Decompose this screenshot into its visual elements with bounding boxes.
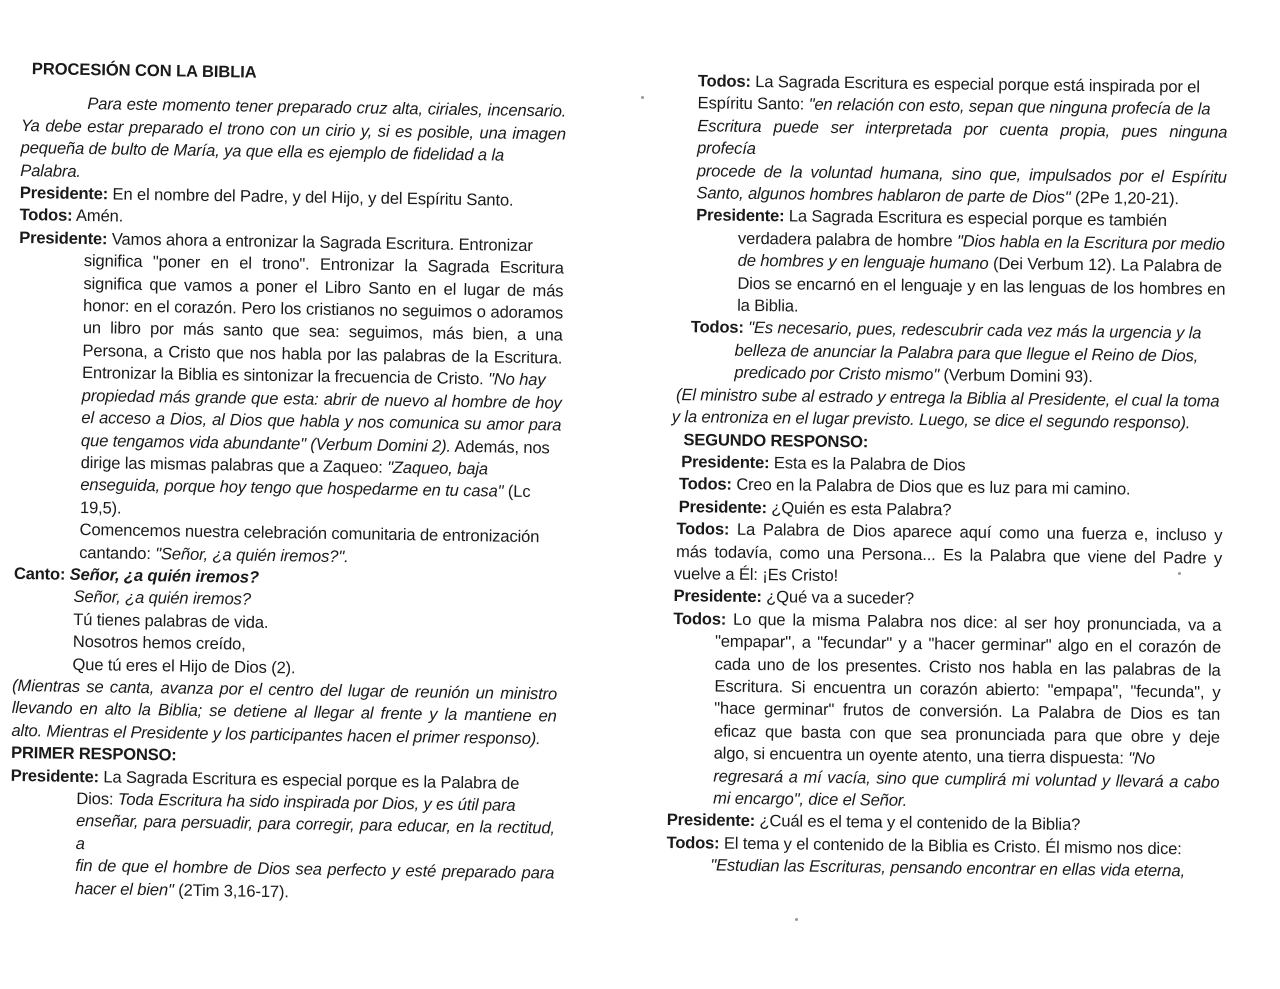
- dialogue-text: cada uno de los presentes. Cristo nos habla en las palabras de la: [714, 654, 1221, 680]
- scripture-quote: que tengamos vida abundante" (Verbum Domini 2).: [80, 430, 452, 456]
- scripture-quote: propiedad más grande que esta: abrir de nuevo al hombre de hoy: [81, 385, 562, 413]
- dialogue-text: Espíritu Santo:: [697, 93, 805, 114]
- speaker-label: Presidente:: [678, 496, 767, 517]
- speaker-label: Todos:: [690, 317, 744, 338]
- scripture-quote: el acceso a Dios, al Dios que habla y nos comunica su amor para: [81, 408, 562, 435]
- song-title-quote: "Señor, ¿a quién iremos?".: [150, 543, 349, 566]
- right-column: [666, 70, 1228, 883]
- dialogue-text: La Sagrada Escritura es especial porque es también: [784, 206, 1168, 231]
- scripture-quote: fin de que el hombre de Dios sea perfecto y esté preparado para: [75, 856, 555, 883]
- rubric-line: alto. Mientras el Presidente y los participantes hacen el primer responso).: [11, 720, 541, 749]
- intro-line: Palabra.: [20, 160, 81, 181]
- dialogue-text: Esta es la Palabra de Dios: [769, 453, 966, 475]
- dialogue-text: un libro por más santo que sea: seguimos, más bien, a una: [82, 318, 563, 345]
- dialogue-text: dirige las mismas palabras que a Zaqueo:: [80, 452, 383, 477]
- dialogue-text: Además, nos: [450, 436, 550, 457]
- dialogue-text: (Dei Verbum 12). La Palabra de: [988, 254, 1222, 276]
- scripture-quote: "Estudian las Escrituras, pensando encontrar en ellas vida eterna,: [710, 855, 1186, 881]
- dialogue-text: ¿Qué va a suceder?: [761, 587, 914, 609]
- dialogue-text: más todavía, como una Persona... Es la Palabra que viene del Padre y: [676, 541, 1223, 568]
- dialogue-text: Dios:: [76, 788, 114, 809]
- dialogue-text: "hace germinar" frutos de conversión. La Palabra de Dios es tan: [714, 698, 1221, 725]
- dialogue-text: Entronizar la Biblia es sintonizar la frecuencia de Cristo.: [81, 363, 484, 389]
- scan-speck: [1178, 572, 1181, 575]
- dialogue-text: ¿Cuál es el tema y el contenido de la Biblia?: [754, 811, 1081, 835]
- dialogue-text: El tema y el contenido de la Biblia es Cristo. Él mismo nos dice:: [719, 833, 1182, 859]
- scripture-quote: Toda Escritura ha sido inspirada por Dios, y es útil para: [113, 789, 516, 815]
- speaker-label: Todos:: [697, 71, 751, 91]
- dialogue-text: Vamos ahora a entronizar la Sagrada Escritura. Entronizar: [107, 229, 533, 255]
- scripture-reference: (Lc: [503, 481, 531, 502]
- scripture-quote: "No hay: [483, 369, 546, 390]
- scripture-quote: de hombres y en lenguaje humano: [737, 251, 989, 274]
- song-line: Nosotros hemos creído,: [72, 632, 246, 654]
- scripture-reference: (2Tim 3,16-17).: [173, 880, 289, 901]
- intro-line: Ya debe estar preparado el trono con un cirio y, si es posible, una imagen: [20, 115, 567, 144]
- dialogue-text: significa que vamos a poner el Libro Santo en el lugar de más: [83, 273, 564, 301]
- dialogue-text: significa "poner en el trono". Entronizar la Sagrada Escritura: [83, 251, 564, 278]
- dialogue-text: algo, si encuentra un oyente atento, una tierra dispuesta:: [713, 743, 1124, 768]
- song-label: Canto:: [13, 563, 66, 584]
- song-line: Tú tienes palabras de vida.: [73, 609, 269, 632]
- left-column: [9, 58, 567, 907]
- intro-line: Para este momento tener preparado cruz alta, ciriales, incensario.: [87, 94, 567, 121]
- rubric-line: (Mientras se canta, avanza por el centro del lugar de reunión un ministro: [11, 675, 558, 704]
- scripture-quote: regresará a mí vacía, sino que cumplirá mi voluntad y llevará a cabo: [713, 766, 1220, 792]
- speaker-label: Presidente:: [696, 205, 785, 226]
- scripture-quote: "Zaqueo, baja: [382, 457, 489, 479]
- scan-speck: [641, 96, 644, 99]
- section-heading: SEGUNDO RESPONSO:: [683, 429, 869, 451]
- section-heading: PRIMER RESPONSO:: [10, 743, 177, 765]
- speaker-label: Presidente:: [666, 810, 756, 831]
- scripture-quote: hacer el bien": [74, 878, 174, 900]
- intro-line: pequeña de bulto de María, ya que ella es ejemplo de fidelidad a la: [20, 138, 505, 165]
- scripture-quote: "Es necesario, pues, redescubrir cada vez más la urgencia y la: [743, 318, 1202, 343]
- speaker-label: Presidente:: [19, 227, 108, 249]
- dialogue-text: cantando:: [79, 542, 151, 563]
- dialogue-text: verdadera palabra de hombre: [737, 228, 953, 251]
- song-title: Señor, ¿a quién iremos?: [65, 564, 260, 587]
- dialogue-text: La Sagrada Escritura es especial porque está inspirada por el: [750, 71, 1200, 97]
- speaker-label: Presidente:: [681, 451, 770, 473]
- scripture-quote: belleza de anunciar la Palabra para que llegue el Reino de Dios,: [734, 340, 1199, 366]
- rubric-line: llevando en alto la Biblia; se detiene al llegar al frente y la mantiene en: [11, 698, 557, 726]
- scripture-quote: Santo, algunos hombres hablaron de parte de Dios": [696, 183, 1071, 207]
- dialogue-text: La Sagrada Escritura es especial porque es la Palabra de: [98, 766, 520, 793]
- dialogue-text: Creo en la Palabra de Dios que es luz para mi camino.: [731, 475, 1131, 499]
- scripture-quote: predicado por Cristo mismo": [734, 363, 940, 385]
- rubric-line: y la entroniza en el lugar previsto. Luego, se dice el segundo responso).: [671, 407, 1191, 433]
- dialogue-text: eficaz que basta con que sea pronunciada para que obre y deje: [713, 721, 1221, 747]
- dialogue-text: Amén.: [72, 206, 124, 227]
- scripture-reference: (Verbum Domini 93).: [938, 365, 1093, 387]
- page-title: PROCESIÓN CON LA BIBLIA: [31, 59, 257, 82]
- dialogue-text: La Palabra de Dios aparece aquí como una fuerza e, incluso y: [729, 519, 1223, 545]
- dialogue-text: Lo que la misma Palabra nos dice: al ser hoy pronunciada, va a: [726, 609, 1222, 635]
- scripture-quote: enseguida, porque hoy tengo que hospedarme en tu casa": [80, 475, 504, 501]
- scripture-quote: "en relación con esto, sepan que ninguna profecía de la: [804, 94, 1211, 119]
- speaker-label: Todos:: [678, 474, 732, 495]
- speaker-label: Presidente:: [10, 765, 100, 786]
- dialogue-text: Comencemos nuestra celebración comunitaria de entronización: [79, 520, 540, 547]
- speaker-label: Todos:: [676, 519, 730, 539]
- song-line: Señor, ¿a quién iremos?: [73, 587, 252, 610]
- speaker-label: Todos:: [19, 205, 73, 226]
- scripture-quote: mi encargo", dice el Señor.: [712, 788, 908, 810]
- scripture-quote: "No: [1123, 748, 1155, 769]
- dialogue-text: Escritura. Si encuentra un corazón abierto: "empapa", "fecunda", y: [714, 676, 1221, 702]
- dialogue-text: En el nombre del Padre, y del Hijo, y del Espíritu Santo.: [107, 184, 514, 210]
- rubric-line: (El ministro sube al estrado y entrega la Biblia al Presidente, el cual la toma: [675, 384, 1220, 411]
- speaker-label: Todos:: [673, 608, 727, 629]
- dialogue-text: "empapar", a "fecundar" y a "hacer germinar" algo en el corazón de: [714, 631, 1222, 657]
- scripture-reference: 19,5).: [79, 497, 122, 518]
- scripture-reference: (2Pe 1,20-21).: [1070, 187, 1180, 209]
- dialogue-text: Persona, a Cristo que nos habla por las palabras de la Escritura.: [82, 340, 563, 368]
- scripture-quote: "Dios habla en la Escritura por medio: [952, 231, 1225, 254]
- speaker-label: Presidente:: [673, 586, 762, 607]
- song-line: Que tú eres el Hijo de Dios (2).: [72, 654, 296, 677]
- scan-speck: [795, 918, 798, 921]
- dialogue-text: vuelve a Él: ¡Es Cristo!: [673, 563, 839, 585]
- dialogue-text: Dios se encarnó en el lenguaje y en las lenguas de los hombres en: [737, 273, 1226, 299]
- scripture-quote: procede de la voluntad humana, sino que, impulsados por el Espíritu: [696, 160, 1227, 187]
- speaker-label: Presidente:: [19, 183, 109, 204]
- scripture-quote: Escritura puede ser interpretada por cuenta propia, pues ninguna profecía: [696, 116, 1228, 159]
- dialogue-text: la Biblia.: [737, 295, 799, 316]
- speaker-label: Todos:: [666, 832, 720, 853]
- scripture-quote: enseñar, para persuadir, para corregir, para educar, en la rectitud, a: [75, 811, 556, 853]
- dialogue-text: ¿Quién es esta Palabra?: [766, 497, 952, 520]
- dialogue-text: honor: en el corazón. Pero los cristianos no seguimos o adoramos: [82, 296, 564, 323]
